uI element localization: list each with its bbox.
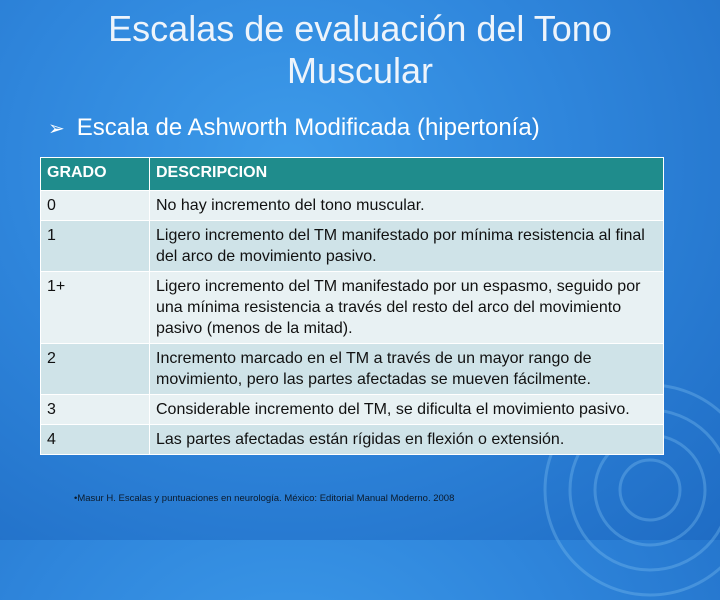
description-cell: Las partes afectadas están rígidas en flexión o extensión. bbox=[150, 425, 664, 455]
arrow-bullet-icon: ➢ bbox=[48, 117, 65, 140]
table-row bbox=[41, 425, 664, 455]
header-grado: GRADO bbox=[41, 158, 150, 191]
title-line-2: Muscular bbox=[286, 50, 434, 91]
description-cell: Incremento marcado en el TM a través de un mayor rango de movimiento, pero las partes afectadas se mueven fácilmente. bbox=[150, 344, 664, 395]
grado-cell: 1 bbox=[41, 221, 150, 272]
grado-cell: 2 bbox=[41, 344, 150, 395]
slide-title bbox=[0, 8, 720, 92]
table-header-row bbox=[41, 158, 664, 191]
description-cell: Ligero incremento del TM manifestado por un espasmo, seguido por una mínima resistencia a través del resto del arco del movimiento pasivo (menos de la mitad). bbox=[150, 272, 664, 344]
grado-cell: 4 bbox=[41, 425, 150, 455]
grado-cell: 0 bbox=[41, 191, 150, 221]
grado-cell: 1+ bbox=[41, 272, 150, 344]
table-row bbox=[41, 191, 664, 221]
table-row bbox=[41, 344, 664, 395]
grado-cell: 3 bbox=[41, 395, 150, 425]
table-row bbox=[41, 221, 664, 272]
bullet-text: Escala de Ashworth Modificada (hipertonía) bbox=[76, 114, 540, 141]
title-line-1: Escalas de evaluación del Tono bbox=[108, 8, 612, 49]
table-row bbox=[41, 272, 664, 344]
ashworth-scale-table bbox=[40, 157, 664, 455]
header-descripcion: DESCRIPCION bbox=[150, 158, 664, 191]
table-row bbox=[41, 395, 664, 425]
description-cell: Ligero incremento del TM manifestado por mínima resistencia al final del arco de movimiento pasivo. bbox=[150, 221, 664, 272]
bullet-point bbox=[48, 114, 540, 142]
footnote-citation: •Masur H. Escalas y puntuaciones en neurología. México: Editorial Manual Moderno. 2008 bbox=[74, 493, 455, 504]
description-cell: No hay incremento del tono muscular. bbox=[150, 191, 664, 221]
description-cell: Considerable incremento del TM, se dificulta el movimiento pasivo. bbox=[150, 395, 664, 425]
